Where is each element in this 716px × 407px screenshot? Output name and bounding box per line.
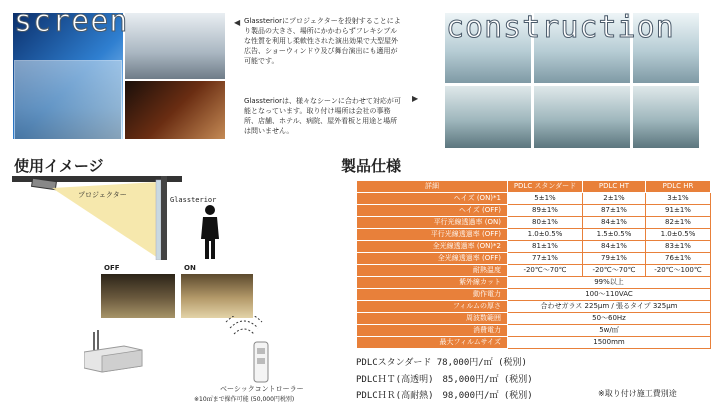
projector-label: プロジェクター — [78, 191, 127, 199]
table-row — [357, 253, 711, 265]
table-row — [357, 277, 711, 289]
spec-row-label: 最大フィルムサイズ — [357, 337, 508, 349]
spec-title: 製品仕様 — [341, 157, 402, 175]
construction-heading: construction — [446, 10, 675, 45]
spec-cell: 87±1% — [583, 205, 646, 217]
spec-row-label: 周波数範囲 — [357, 313, 508, 325]
install-note: ※取り付け施工費別途 — [598, 389, 677, 398]
usage-title: 使用イメージ — [14, 157, 104, 175]
on-state-photo — [180, 273, 254, 319]
spec-row-label: 全光線透過率 (OFF) — [357, 253, 508, 265]
screen-photo-showroom — [124, 12, 226, 80]
construction-photo-6 — [632, 85, 700, 149]
table-row — [357, 205, 711, 217]
spec-cell-merged: 100〜110VAC — [508, 289, 711, 301]
table-row — [357, 241, 711, 253]
spec-header-detail: 詳細 — [357, 181, 508, 193]
screen-description: Glassteriorにプロジェクターを投射することにより製品の大きさ、場所にかかわらずフレキシブルな性質を利用し柔軟性された演出効果で大型屋外広告、ショーウィンドウ及び舞台演出にも適用が可能です。 — [244, 17, 401, 65]
table-row — [357, 337, 711, 349]
spec-cell: 80±1% — [508, 217, 583, 229]
spec-cell: 5±1% — [508, 193, 583, 205]
spec-cell: -20℃〜70℃ — [508, 265, 583, 277]
spec-cell: 91±1% — [646, 205, 711, 217]
spec-header-row — [357, 181, 711, 193]
construction-photo-4 — [444, 85, 532, 149]
spec-cell: 3±1% — [646, 193, 711, 205]
spec-row-label: ヘイズ (OFF) — [357, 205, 508, 217]
spec-cell: 79±1% — [583, 253, 646, 265]
spec-cell: 76±1% — [646, 253, 711, 265]
spec-row-label: 消費電力 — [357, 325, 508, 337]
spec-cell: 84±1% — [583, 217, 646, 229]
screen-heading: screen — [14, 4, 129, 39]
glassterior-label: Glassterior — [170, 196, 217, 204]
spec-cell: 2±1% — [583, 193, 646, 205]
table-row — [357, 325, 711, 337]
controller-label: ベーシックコントローラー — [220, 385, 304, 393]
table-row — [357, 289, 711, 301]
price-standard: PDLCスタンダード 78,000円/㎡ (税別) — [356, 358, 527, 368]
spec-row-label: 動作電力 — [357, 289, 508, 301]
off-label: OFF — [104, 264, 120, 272]
arrow-right-icon: ▶ — [412, 94, 419, 103]
spec-cell: -20℃〜100℃ — [646, 265, 711, 277]
table-row — [357, 217, 711, 229]
spec-row-label: 平行光線透過率 (OFF) — [357, 229, 508, 241]
table-row — [357, 265, 711, 277]
table-row — [357, 301, 711, 313]
glass-pane — [156, 180, 161, 260]
spec-cell: 1.0±0.5% — [646, 229, 711, 241]
spec-cell-merged: 99%以上 — [508, 277, 711, 289]
table-row — [357, 313, 711, 325]
price-ht: PDLCＨＴ(高透明) 85,000円/㎡ (税別) — [356, 375, 533, 385]
construction-photo-5 — [533, 85, 631, 149]
price-hr: PDLCＨＲ(高耐熱) 98,000円/㎡ (税別) — [356, 391, 533, 401]
construction-description: Glassteriorは、様々なシーンに合わせて対応が可能となっています。取り付け場所は会社の事務所、店舗、ホテル、病院、屋外看板と用途と場所は問いません。 — [244, 97, 401, 135]
spec-row-label: 平行光線透過率 (ON) — [357, 217, 508, 229]
spec-row-label: 紫外線カット — [357, 277, 508, 289]
receiver-box-icon — [84, 330, 142, 372]
screen-photo-shopfront — [124, 80, 226, 140]
spec-row-label: 全光線透過率 (ON)*2 — [357, 241, 508, 253]
spec-header-hr: PDLC HR — [646, 181, 711, 193]
spec-row-label: フィルムの厚さ — [357, 301, 508, 313]
spec-cell: -20℃〜70℃ — [583, 265, 646, 277]
spec-cell-merged: 5w/㎡ — [508, 325, 711, 337]
arrow-left-icon: ◀ — [234, 18, 241, 27]
spec-row-label: ヘイズ (ON)*1 — [357, 193, 508, 205]
off-state-photo — [100, 273, 176, 319]
spec-cell: 89±1% — [508, 205, 583, 217]
spec-table — [356, 180, 711, 349]
table-row — [357, 193, 711, 205]
spec-cell: 83±1% — [646, 241, 711, 253]
spec-row-label: 耐熱温度 — [357, 265, 508, 277]
usage-diagram — [12, 174, 232, 260]
spec-cell: 82±1% — [646, 217, 711, 229]
spec-header-standard: PDLC スタンダード — [508, 181, 583, 193]
spec-cell-merged: 1500mm — [508, 337, 711, 349]
spec-cell: 1.0±0.5% — [508, 229, 583, 241]
remote-control-icon — [254, 342, 268, 382]
spec-cell-merged: 50〜60Hz — [508, 313, 711, 325]
wireless-signal-icon — [226, 316, 262, 334]
on-label: ON — [184, 264, 196, 272]
spec-cell: 81±1% — [508, 241, 583, 253]
spec-cell-merged: 合わせガラス 225μm / 張るタイプ 325μm — [508, 301, 711, 313]
spec-cell: 84±1% — [583, 241, 646, 253]
spec-cell: 1.5±0.5% — [583, 229, 646, 241]
screen-photo-mall — [14, 60, 122, 140]
spec-cell: 77±1% — [508, 253, 583, 265]
wall — [161, 176, 167, 260]
spec-header-ht: PDLC HT — [583, 181, 646, 193]
person-icon — [201, 205, 219, 259]
controller-note: ※10㎡まで操作可能 (50,000円税別) — [194, 396, 295, 403]
table-row — [357, 229, 711, 241]
